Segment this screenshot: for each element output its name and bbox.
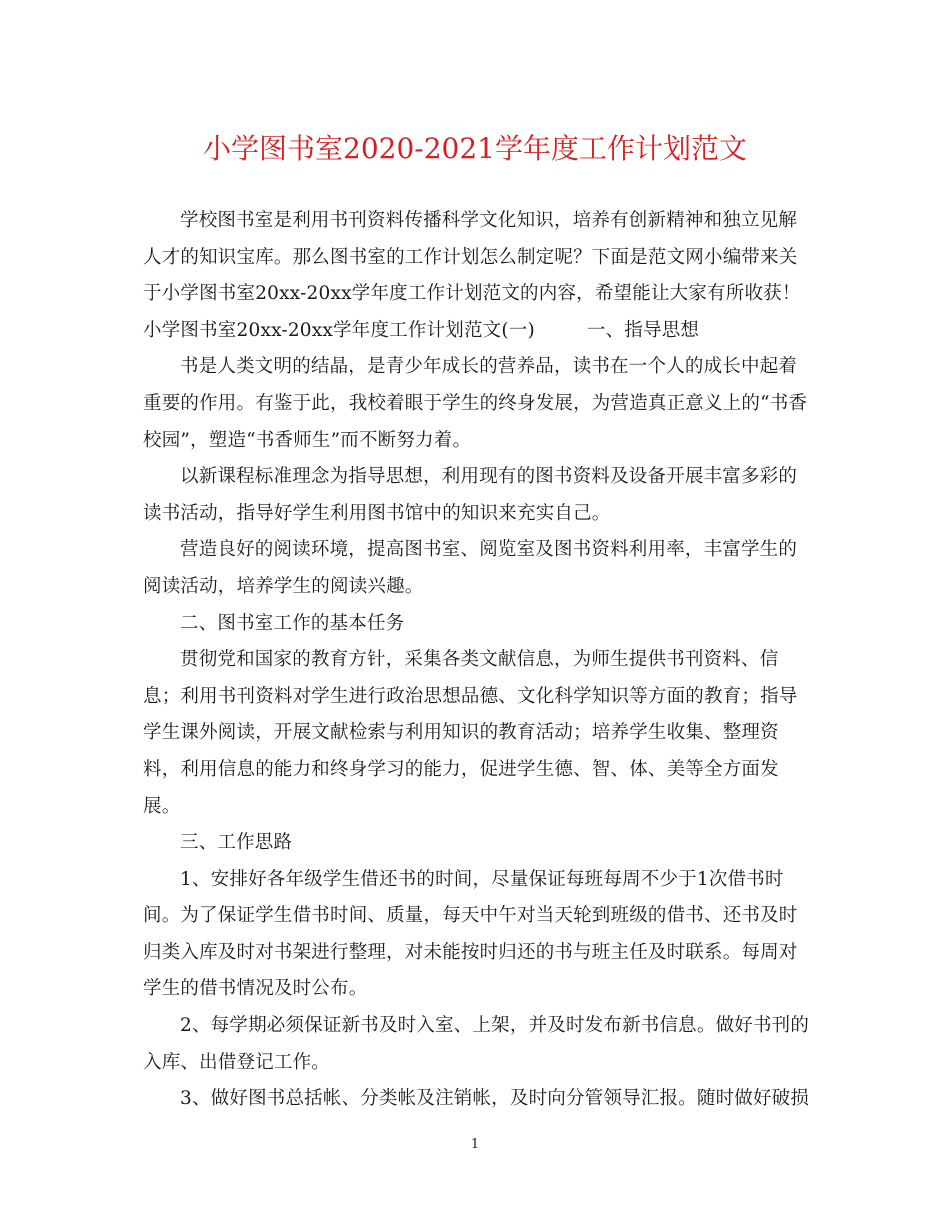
section-heading: 三、工作思路 <box>180 832 293 854</box>
paragraph-line: 学生课外阅读，开展文献检索与利用知识的教育活动；培养学生收集、整理资 <box>143 722 779 744</box>
paragraph-line: 营造良好的阅读环境，提高图书室、阅览室及图书资料利用率，丰富学生的 <box>180 539 798 561</box>
paragraph-line: 以新课程标准理念为指导思想，利用现有的图书资料及设备开展丰富多彩的 <box>180 466 798 488</box>
paragraph-line: 学生的借书情况及时公布。 <box>143 978 368 1000</box>
paragraph-line: 1、安排好各年级学生借还书的时间，尽量保证每班每周不少于1次借书时 <box>180 868 784 890</box>
paragraph-line: 料，利用信息的能力和终身学习的能力，促进学生德、智、体、美等全方面发 <box>143 758 779 780</box>
paragraph-line: 贯彻党和国家的教育方针，采集各类文献信息，为师生提供书刊资料、信 <box>180 649 779 671</box>
subtitle-text: 小学图书室20xx-20xx学年度工作计划范文(一) <box>143 319 535 341</box>
paragraph-line: 2、每学期必须保证新书及时入室、上架，并及时发布新书信息。做好书刊的 <box>180 1015 810 1037</box>
paragraph-line: 展。 <box>143 795 181 817</box>
paragraph-line: 校园”，塑造“书香师生”而不断努力着。 <box>143 429 472 451</box>
section-heading: 二、图书室工作的基本任务 <box>180 612 405 634</box>
page-number: 1 <box>470 1137 480 1152</box>
paragraph-line: 书是人类文明的结晶，是青少年成长的营养品，读书在一个人的成长中起着 <box>180 356 798 378</box>
paragraph-line: 入库、出借登记工作。 <box>143 1051 331 1073</box>
paragraph-line: 重要的作用。有鉴于此，我校着眼于学生的终身发展，为营造真正意义上的“书香 <box>143 392 808 414</box>
paragraph-line: 间。为了保证学生借书时间、质量，每天中午对当天轮到班级的借书、还书及时 <box>143 905 798 927</box>
paragraph-line: 学校图书室是利用书刊资料传播科学文化知识，培养有创新精神和独立见解 <box>180 210 798 231</box>
document-body <box>143 203 813 1118</box>
section-heading: 一、指导思想 <box>586 319 700 341</box>
subtitle-line <box>143 313 813 350</box>
paragraph-line: 3、做好图书总括帐、分类帐及注销帐，及时向分管领导汇报。随时做好破损 <box>180 1088 810 1110</box>
paragraph-line: 读书活动，指导好学生利用图书馆中的知识来充实自己。 <box>143 502 611 524</box>
paragraph-line: 人才的知识宝库。那么图书室的工作计划怎么制定呢？下面是范文网小编带来关 <box>143 246 798 268</box>
paragraph-line: 息；利用书刊资料对学生进行政治思想品德、文化科学知识等方面的教育；指导 <box>143 685 798 707</box>
paragraph-line: 归类入库及时对书架进行整理，对未能按时归还的书与班主任及时联系。每周对 <box>143 941 798 963</box>
document-title: 小学图书室2020-2021学年度工作计划范文 <box>203 132 747 165</box>
paragraph-line: 于小学图书室20xx-20xx学年度工作计划范文的内容，希望能让大家有所收获！ <box>143 283 801 305</box>
paragraph-line: 阅读活动，培养学生的阅读兴趣。 <box>143 575 424 597</box>
